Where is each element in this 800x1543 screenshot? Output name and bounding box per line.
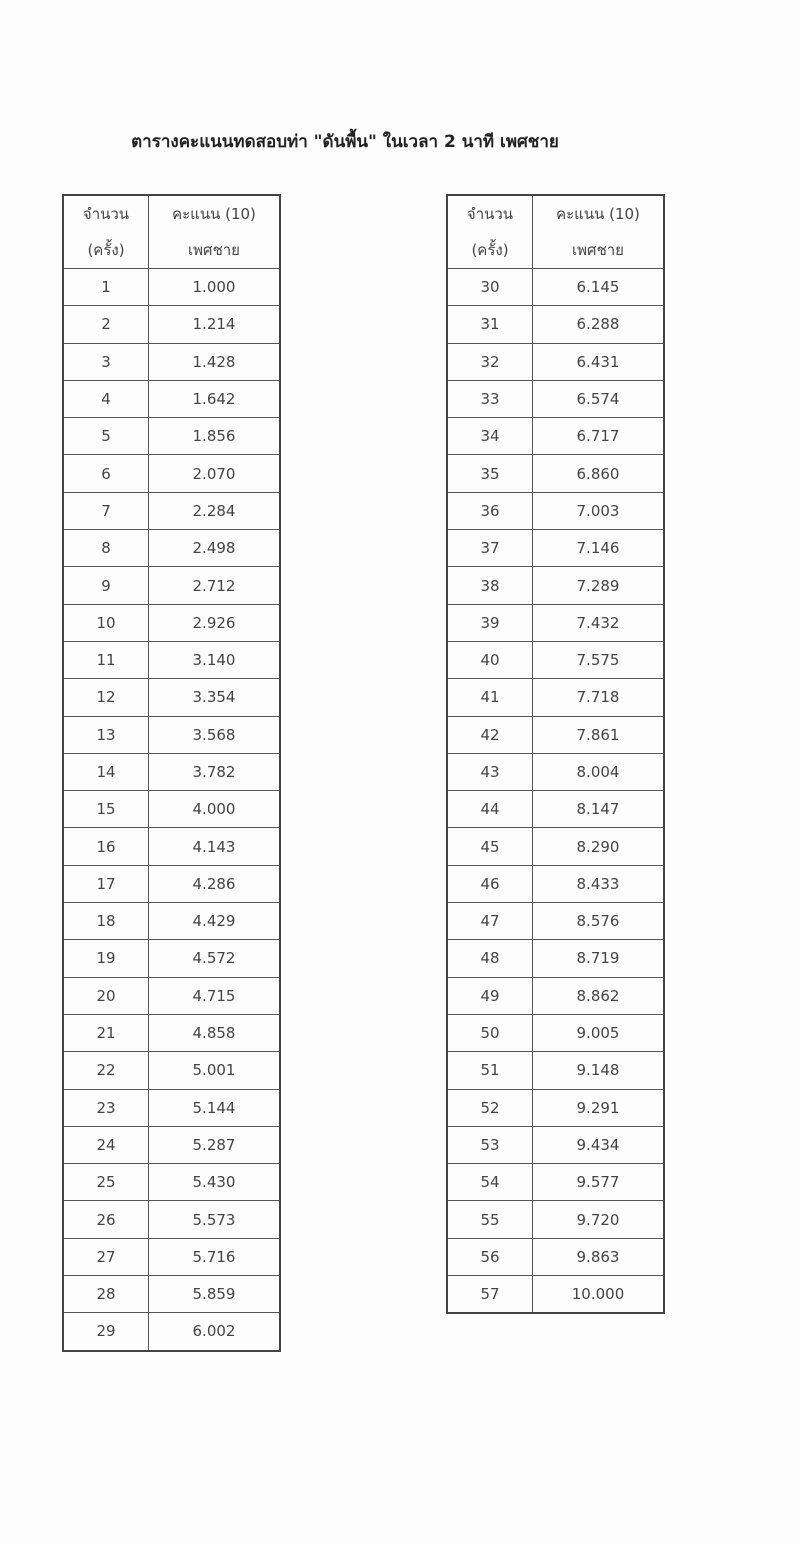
score-cell: 4.286 — [149, 865, 281, 902]
count-cell: 51 — [447, 1052, 533, 1089]
count-cell: 19 — [63, 940, 149, 977]
score-cell: 7.432 — [533, 604, 665, 641]
count-cell: 44 — [447, 791, 533, 828]
table-row — [447, 828, 664, 865]
table-row — [447, 306, 664, 343]
table-row — [447, 977, 664, 1014]
page-title: ตารางคะแนนทดสอบท่า "ดันพื้น" ในเวลา 2 นาที เพศชาย — [131, 132, 559, 152]
count-cell: 28 — [63, 1276, 149, 1313]
score-cell: 2.498 — [149, 530, 281, 567]
table-row — [447, 1238, 664, 1275]
table-row — [447, 567, 664, 604]
score-cell: 6.431 — [533, 343, 665, 380]
table-row — [447, 1126, 664, 1163]
header-score-label: คะแนน (10) — [556, 205, 640, 223]
count-cell: 9 — [63, 567, 149, 604]
table-row — [447, 791, 664, 828]
score-cell: 8.433 — [533, 865, 665, 902]
table-row — [63, 492, 280, 529]
table-row — [447, 343, 664, 380]
count-cell: 32 — [447, 343, 533, 380]
score-cell: 6.002 — [149, 1313, 281, 1351]
score-cell: 1.856 — [149, 418, 281, 455]
table-row — [63, 1276, 280, 1313]
table-row — [447, 1164, 664, 1201]
header-count-label: จำนวน — [82, 205, 130, 223]
table-row — [447, 269, 664, 306]
score-cell: 5.859 — [149, 1276, 281, 1313]
count-cell: 29 — [63, 1313, 149, 1351]
table-row — [63, 1052, 280, 1089]
table-row — [63, 1238, 280, 1275]
count-cell: 46 — [447, 865, 533, 902]
header-count — [63, 195, 149, 269]
table-row — [63, 343, 280, 380]
header-count-label: จำนวน — [466, 205, 514, 223]
table-row — [63, 753, 280, 790]
score-cell: 6.860 — [533, 455, 665, 492]
count-cell: 34 — [447, 418, 533, 455]
count-cell: 35 — [447, 455, 533, 492]
count-cell: 7 — [63, 492, 149, 529]
count-cell: 30 — [447, 269, 533, 306]
count-cell: 47 — [447, 903, 533, 940]
score-cell: 7.861 — [533, 716, 665, 753]
count-cell: 6 — [63, 455, 149, 492]
table-row — [447, 1089, 664, 1126]
count-cell: 53 — [447, 1126, 533, 1163]
count-cell: 55 — [447, 1201, 533, 1238]
count-cell: 2 — [63, 306, 149, 343]
table-row — [447, 418, 664, 455]
score-cell: 2.926 — [149, 604, 281, 641]
score-cell: 5.716 — [149, 1238, 281, 1275]
score-cell: 8.290 — [533, 828, 665, 865]
header-gender: เพศชาย — [188, 241, 240, 259]
count-cell: 12 — [63, 679, 149, 716]
table-row — [63, 716, 280, 753]
score-cell: 5.573 — [149, 1201, 281, 1238]
header-score-label: คะแนน (10) — [172, 205, 256, 223]
score-cell: 9.863 — [533, 1238, 665, 1275]
count-cell: 16 — [63, 828, 149, 865]
table-row — [447, 903, 664, 940]
table-row — [63, 977, 280, 1014]
table-row — [447, 940, 664, 977]
table-row — [63, 380, 280, 417]
table-row — [63, 1014, 280, 1051]
score-cell: 6.145 — [533, 269, 665, 306]
count-cell: 10 — [63, 604, 149, 641]
header-count — [447, 195, 533, 269]
count-cell: 49 — [447, 977, 533, 1014]
count-cell: 36 — [447, 492, 533, 529]
table-row — [447, 865, 664, 902]
table-row — [447, 1276, 664, 1314]
table-row — [63, 567, 280, 604]
count-cell: 21 — [63, 1014, 149, 1051]
score-cell: 3.354 — [149, 679, 281, 716]
table-row — [63, 1313, 280, 1351]
count-cell: 4 — [63, 380, 149, 417]
table-header — [63, 195, 280, 269]
score-cell: 3.140 — [149, 641, 281, 678]
table-row — [63, 903, 280, 940]
table-row — [63, 418, 280, 455]
score-cell: 4.715 — [149, 977, 281, 1014]
score-cell: 9.148 — [533, 1052, 665, 1089]
score-cell: 4.572 — [149, 940, 281, 977]
score-cell: 1.214 — [149, 306, 281, 343]
count-cell: 8 — [63, 530, 149, 567]
count-cell: 54 — [447, 1164, 533, 1201]
table-row — [447, 1052, 664, 1089]
count-cell: 15 — [63, 791, 149, 828]
score-table-left — [62, 194, 281, 1352]
table-row — [63, 828, 280, 865]
score-cell: 2.712 — [149, 567, 281, 604]
score-cell: 9.720 — [533, 1201, 665, 1238]
score-cell: 9.005 — [533, 1014, 665, 1051]
table-row — [447, 380, 664, 417]
count-cell: 24 — [63, 1126, 149, 1163]
count-cell: 56 — [447, 1238, 533, 1275]
header-score — [149, 195, 281, 269]
header-count-unit: (ครั้ง) — [471, 241, 509, 259]
table-row — [63, 1126, 280, 1163]
count-cell: 50 — [447, 1014, 533, 1051]
score-cell: 7.003 — [533, 492, 665, 529]
score-cell: 1.642 — [149, 380, 281, 417]
score-cell: 7.718 — [533, 679, 665, 716]
count-cell: 22 — [63, 1052, 149, 1089]
score-cell: 5.430 — [149, 1164, 281, 1201]
count-cell: 40 — [447, 641, 533, 678]
count-cell: 14 — [63, 753, 149, 790]
header-gender: เพศชาย — [572, 241, 624, 259]
table-row — [447, 641, 664, 678]
count-cell: 57 — [447, 1276, 533, 1314]
score-cell: 1.428 — [149, 343, 281, 380]
score-cell: 7.575 — [533, 641, 665, 678]
table-row — [63, 1201, 280, 1238]
table-row — [447, 753, 664, 790]
score-cell: 4.000 — [149, 791, 281, 828]
score-table-right — [446, 194, 665, 1314]
score-cell: 6.288 — [533, 306, 665, 343]
score-cell: 8.147 — [533, 791, 665, 828]
header-score — [533, 195, 665, 269]
table-row — [63, 1164, 280, 1201]
count-cell: 42 — [447, 716, 533, 753]
table-row — [447, 716, 664, 753]
count-cell: 13 — [63, 716, 149, 753]
score-cell: 2.070 — [149, 455, 281, 492]
table-row — [63, 269, 280, 306]
table-row — [63, 865, 280, 902]
score-cell: 9.434 — [533, 1126, 665, 1163]
score-cell: 4.429 — [149, 903, 281, 940]
score-cell: 6.574 — [533, 380, 665, 417]
table-row — [447, 1014, 664, 1051]
score-cell: 4.858 — [149, 1014, 281, 1051]
score-cell: 4.143 — [149, 828, 281, 865]
score-cell: 8.004 — [533, 753, 665, 790]
count-cell: 52 — [447, 1089, 533, 1126]
table-row — [447, 1201, 664, 1238]
score-cell: 2.284 — [149, 492, 281, 529]
count-cell: 1 — [63, 269, 149, 306]
count-cell: 48 — [447, 940, 533, 977]
table-row — [63, 604, 280, 641]
count-cell: 3 — [63, 343, 149, 380]
count-cell: 25 — [63, 1164, 149, 1201]
header-count-unit: (ครั้ง) — [87, 241, 125, 259]
table-row — [63, 679, 280, 716]
score-cell: 5.001 — [149, 1052, 281, 1089]
count-cell: 23 — [63, 1089, 149, 1126]
score-cell: 8.862 — [533, 977, 665, 1014]
table-row — [447, 604, 664, 641]
score-cell: 7.289 — [533, 567, 665, 604]
count-cell: 37 — [447, 530, 533, 567]
table-row — [63, 306, 280, 343]
score-cell: 5.144 — [149, 1089, 281, 1126]
count-cell: 39 — [447, 604, 533, 641]
table-row — [63, 1089, 280, 1126]
count-cell: 20 — [63, 977, 149, 1014]
count-cell: 5 — [63, 418, 149, 455]
table-row — [63, 455, 280, 492]
count-cell: 43 — [447, 753, 533, 790]
table-row — [447, 455, 664, 492]
count-cell: 11 — [63, 641, 149, 678]
score-cell: 9.291 — [533, 1089, 665, 1126]
score-cell: 3.782 — [149, 753, 281, 790]
count-cell: 33 — [447, 380, 533, 417]
score-cell: 8.719 — [533, 940, 665, 977]
count-cell: 41 — [447, 679, 533, 716]
table-header — [447, 195, 664, 269]
score-cell: 7.146 — [533, 530, 665, 567]
table-row — [447, 492, 664, 529]
count-cell: 45 — [447, 828, 533, 865]
table-row — [63, 940, 280, 977]
count-cell: 26 — [63, 1201, 149, 1238]
table-row — [63, 791, 280, 828]
table-row — [447, 679, 664, 716]
count-cell: 38 — [447, 567, 533, 604]
score-cell: 3.568 — [149, 716, 281, 753]
score-cell: 8.576 — [533, 903, 665, 940]
score-cell: 10.000 — [533, 1276, 665, 1314]
score-cell: 1.000 — [149, 269, 281, 306]
table-row — [447, 530, 664, 567]
count-cell: 27 — [63, 1238, 149, 1275]
score-cell: 5.287 — [149, 1126, 281, 1163]
count-cell: 31 — [447, 306, 533, 343]
score-cell: 6.717 — [533, 418, 665, 455]
count-cell: 18 — [63, 903, 149, 940]
count-cell: 17 — [63, 865, 149, 902]
score-cell: 9.577 — [533, 1164, 665, 1201]
table-row — [63, 530, 280, 567]
table-row — [63, 641, 280, 678]
